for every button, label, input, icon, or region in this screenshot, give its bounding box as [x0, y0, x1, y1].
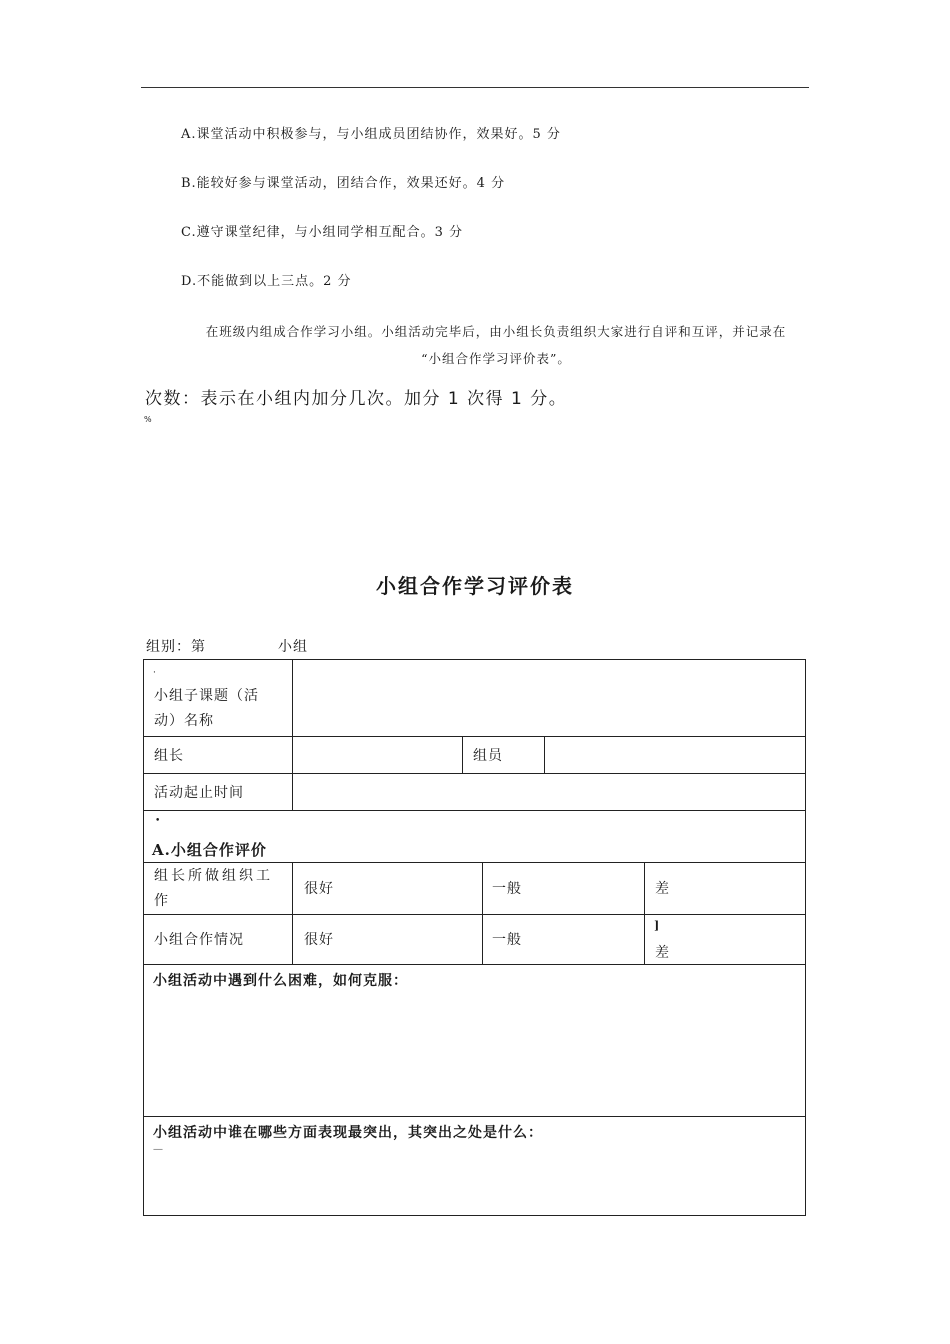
intro-line-2: “小组合作学习评价表”。	[421, 351, 571, 366]
row-divider	[144, 914, 805, 915]
intro-line-1: 在班级内组成合作学习小组。小组活动完毕后，由小组长负责组织大家进行自评和互评，并记录在	[205, 324, 787, 339]
topic-label-line-1: 小组子课题（活	[154, 688, 259, 704]
member-input-cell[interactable]	[546, 737, 805, 773]
col-divider	[292, 660, 293, 810]
coop-rating-poor[interactable]: 差	[655, 945, 670, 961]
org-label-line-1: 组长所做组织工	[154, 868, 273, 884]
row-divider	[144, 862, 805, 863]
org-rating-good[interactable]: 很好	[304, 881, 334, 897]
section-a-heading: A.小组合作评价	[152, 841, 267, 859]
difficulty-answer-area[interactable]	[144, 990, 805, 1115]
topic-label-line-2: 动）名称	[154, 713, 214, 729]
criterion-b: B.能较好参与课堂活动，团结合作，效果还好。4 分	[181, 176, 506, 191]
org-label-line-2: 作	[154, 893, 169, 909]
difficulty-prompt: 小组活动中遇到什么困难，如何克服：	[153, 973, 408, 989]
criterion-c: C.遵守课堂纪律，与小组同学相互配合。3 分	[181, 225, 464, 240]
intro-paragraph	[186, 318, 806, 372]
row-divider	[144, 1116, 805, 1117]
group-suffix: 小组	[278, 639, 308, 655]
topic-input-cell[interactable]	[294, 660, 805, 736]
outstanding-answer-area[interactable]	[144, 1142, 805, 1214]
count-note: 次数：表示在小组内加分几次。加分 1 次得 1 分。	[145, 389, 568, 409]
form-title: 小组合作学习评价表	[376, 574, 574, 598]
header-rule	[141, 87, 809, 88]
col-divider	[482, 862, 483, 964]
stray-mark: ]	[654, 919, 660, 932]
row-divider	[144, 964, 805, 965]
percent-mark: %	[144, 415, 152, 424]
member-label: 组员	[473, 748, 503, 764]
stray-mark: •	[155, 816, 161, 826]
outstanding-prompt: 小组活动中谁在哪些方面表现最突出，其突出之处是什么：	[153, 1125, 543, 1141]
group-prefix: 组别：第	[146, 639, 206, 655]
stray-mark: —	[153, 1144, 163, 1155]
row-divider	[144, 810, 805, 811]
group-line	[146, 636, 308, 656]
col-divider	[462, 736, 463, 773]
coop-rating-fair[interactable]: 一般	[492, 932, 522, 948]
col-divider	[292, 862, 293, 964]
leader-input-cell[interactable]	[294, 737, 461, 773]
org-rating-fair[interactable]: 一般	[492, 881, 522, 897]
time-input-cell[interactable]	[294, 774, 805, 810]
coop-label: 小组合作情况	[154, 932, 244, 948]
evaluation-table	[143, 659, 806, 1216]
leader-label: 组长	[154, 748, 184, 764]
col-divider	[644, 862, 645, 964]
col-divider	[544, 736, 545, 773]
stray-mark: ·	[153, 668, 156, 678]
org-rating-poor[interactable]: 差	[655, 881, 670, 897]
criterion-d: D.不能做到以上三点。2 分	[181, 274, 352, 289]
time-label: 活动起止时间	[154, 785, 244, 801]
criterion-a: A.课堂活动中积极参与，与小组成员团结协作，效果好。5 分	[181, 127, 561, 142]
coop-rating-good[interactable]: 很好	[304, 932, 334, 948]
